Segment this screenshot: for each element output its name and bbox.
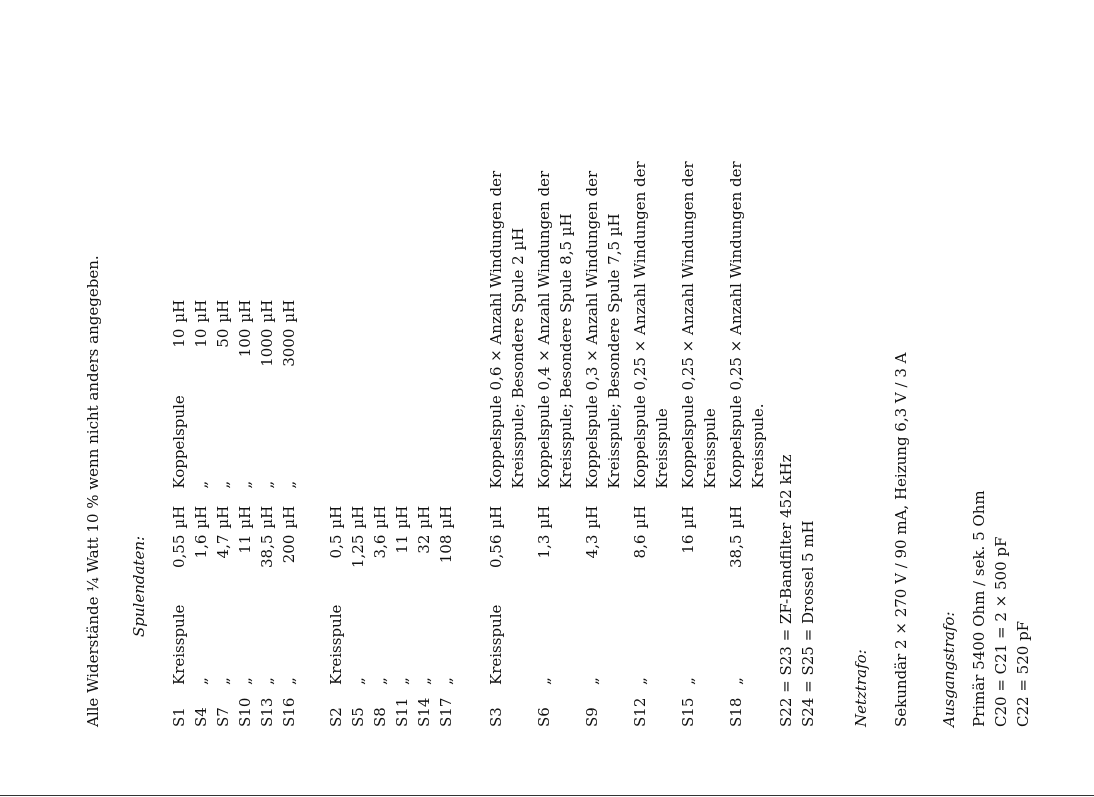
coil-unit: µH [170,505,188,529]
coupling-label: „ [280,480,298,489]
coil-label: „ [349,677,367,685]
coil-row [581,89,629,727]
coupling-label: „ [192,480,210,489]
coil-value: 0,5 [327,534,345,559]
coupling-label: Koppelspule [170,395,188,489]
coil-symbol: S12 [631,697,649,727]
coupling-unit: µH [236,299,254,323]
coil-unit: µH [349,505,367,529]
coupling-unit: µH [280,299,298,323]
coil-unit: µH [487,505,505,529]
coil-unit: µH [727,505,745,529]
zf-line-1-symbols: S22 = S23 = [777,628,795,727]
coil-symbol: S18 [727,697,745,727]
zf-line-2 [797,520,819,727]
coil-label: „ [583,677,601,685]
bottom-rule [0,795,1094,796]
coupling-unit: µH [170,299,188,323]
coil-row [391,489,413,727]
coil-unit: µH [631,505,649,529]
coil-row [347,489,369,727]
coil-row [256,283,278,727]
coil-row [485,89,533,727]
coil-label: „ [415,677,433,685]
coil-value: 200 [280,534,298,564]
coil-symbol: S14 [415,697,433,727]
coupling-value: 50 [214,328,232,348]
coil-value: 8,6 [631,534,649,559]
coil-row [325,489,347,727]
coil-label: „ [631,677,649,685]
coil-value: 32 [415,534,433,554]
coil-description: Koppelspule 0,25 × Anzahl Windungen der Kreisspule. [727,161,767,489]
rotated-document-page [0,37,1094,797]
coil-row [234,283,256,727]
coil-value: 1,6 [192,534,210,559]
ausgang-line-2: C20 = C21 = 2 × 500 pF [992,536,1010,727]
coupling-value: 3000 [280,328,298,367]
coil-description: Koppelspule 0,6 × Anzahl Windungen der Kreisspule; Besondere Spule 2 µH [487,170,527,489]
coil-label: Kreisspule [487,604,505,685]
coil-value: 0,56 [487,534,505,569]
coil-table-group2 [325,489,457,727]
coil-symbol: S1 [170,707,188,727]
coil-row [677,89,725,727]
coil-value: 38,5 [258,534,276,569]
coil-row [190,283,212,727]
zf-line-1-text: ZF-Bandfilter 452 kHz [777,454,795,625]
coil-unit: µH [679,505,697,529]
coil-symbol: S17 [437,697,455,727]
coil-symbol: S16 [280,697,298,727]
coupling-value: 10 [192,328,210,348]
coil-label: „ [280,677,298,685]
coupling-label: „ [236,480,254,489]
coil-symbol: S2 [327,707,345,727]
coil-label: „ [236,677,254,685]
coil-symbol: S8 [371,707,389,727]
coil-value: 3,6 [371,534,389,559]
coil-symbol: S15 [679,697,697,727]
coil-unit: µH [393,505,411,529]
coil-symbol: S6 [535,707,553,727]
section-ausgangstrafo-heading: Ausgangstrafo: [940,611,958,727]
coupling-unit: µH [192,299,210,323]
coil-unit: µH [327,505,345,529]
coupling-unit: µH [214,299,232,323]
coil-label: „ [371,677,389,685]
coil-symbol: S7 [214,707,232,727]
zf-line-2-symbols: S24 = S25 = [799,628,817,727]
coupling-label: „ [258,480,276,489]
coil-value: 0,55 [170,534,188,569]
coil-label: „ [679,677,697,685]
coil-row [278,283,300,727]
header-note: Alle Widerstände ¼ Watt 10 % wenn nicht anders angegeben. [84,255,102,727]
coil-value: 16 [679,534,697,554]
coil-unit: µH [258,505,276,529]
coil-unit: µH [583,505,601,529]
coil-value: 4,7 [214,534,232,559]
coil-symbol: S9 [583,707,601,727]
coil-value: 11 [393,534,411,554]
coil-row [369,489,391,727]
coil-unit: µH [371,505,389,529]
coil-row [629,89,677,727]
section-spulendaten-heading: Spulendaten: [130,535,148,637]
coupling-value: 100 [236,328,254,358]
coil-row [725,89,773,727]
coil-value: 1,3 [535,534,553,559]
coil-description: Koppelspule 0,25 × Anzahl Windungen der Kreisspule [631,161,671,489]
coil-symbol: S3 [487,707,505,727]
coil-unit: µH [280,505,298,529]
coil-description: Koppelspule 0,25 × Anzahl Windungen der Kreisspule [679,161,719,489]
coil-value: 4,3 [583,534,601,559]
coil-row [212,283,234,727]
coil-label: „ [214,677,232,685]
coil-label: „ [535,677,553,685]
coil-unit: µH [214,505,232,529]
coil-value: 38,5 [727,534,745,569]
coil-symbol: S5 [349,707,367,727]
coil-label: Kreisspule [327,604,345,685]
coil-description: Koppelspule 0,3 × Anzahl Windungen der Kreisspule; Besondere Spule 7,5 µH [583,170,623,489]
coil-description: Koppelspule 0,4 × Anzahl Windungen der Kreisspule; Besondere Spule 8,5 µH [535,170,575,489]
coil-label: „ [727,677,745,685]
coil-label: Kreisspule [170,604,188,685]
coil-table-group3 [485,89,773,727]
coil-row [168,283,190,727]
coil-row [435,489,457,727]
coil-symbol: S10 [236,697,254,727]
ausgang-line-3: C22 = 520 pF [1014,620,1032,727]
coil-label: „ [393,677,411,685]
zf-line-1 [775,454,797,727]
coupling-unit: µH [258,299,276,323]
coupling-label: „ [214,480,232,489]
coil-symbol: S4 [192,707,210,727]
coil-value: 1,25 [349,534,367,569]
section-netztrafo-heading: Netztrafo: [852,649,870,727]
coil-unit: µH [437,505,455,529]
coupling-value: 10 [170,328,188,348]
zf-line-2-text: Drossel 5 mH [799,520,817,625]
coil-row [413,489,435,727]
ausgang-line-1: Primär 5400 Ohm / sek. 5 Ohm [970,490,988,727]
coil-label: „ [437,677,455,685]
netztrafo-text: Sekundär 2 × 270 V / 90 mA, Heizung 6,3 V / 3 A [892,352,910,727]
coil-table-group1 [168,283,300,727]
coil-unit: µH [415,505,433,529]
coil-unit: µH [535,505,553,529]
coil-unit: µH [236,505,254,529]
coil-symbol: S11 [393,697,411,727]
coil-row [533,89,581,727]
coupling-value: 1000 [258,328,276,367]
coil-unit: µH [192,505,210,529]
coil-label: „ [192,677,210,685]
coil-value: 11 [236,534,254,554]
coil-value: 108 [437,534,455,564]
coil-label: „ [258,677,276,685]
coil-symbol: S13 [258,697,276,727]
